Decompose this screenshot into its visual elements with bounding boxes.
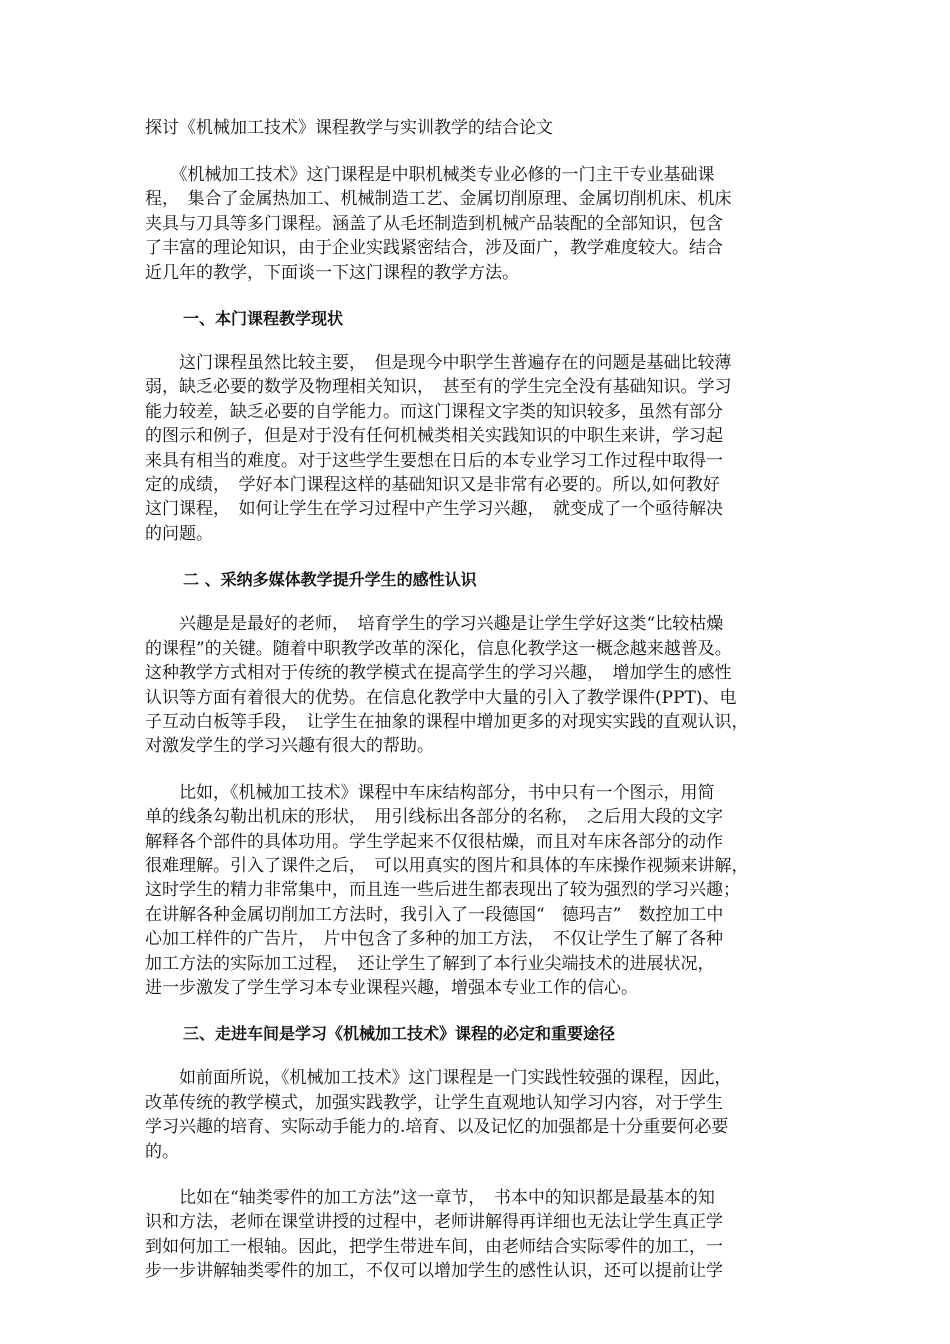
text-line: 如前面所说，《机械加工技术》这门课程是一门实践性较强的课程，因此， — [145, 1068, 732, 1089]
text-line: 的课程”的关键。随着中职教学改革的深化，信息化教学这一概念越来越普及。 — [145, 638, 732, 659]
text-line: 心加工样件的广告片， 片中包含了多种的加工方法， 不仅让学生了解了各种 — [145, 929, 723, 950]
section3-paragraph-1 — [145, 1066, 813, 1164]
text-line: 近几年的教学，下面谈一下这门课程的教学方法。 — [145, 262, 519, 283]
text-line: 单的线条勾勒出机床的形状， 用引线标出各部分的名称， 之后用大段的文字 — [145, 807, 723, 828]
text-line: 这门课程， 如何让学生在学习过程中产生学习兴趣， 就变成了一个亟待解决 — [145, 499, 723, 520]
text-line: 了丰富的理论知识，由于企业实践紧密结合，涉及面广，教学难度较大。结合 — [145, 238, 723, 259]
text-line: 能力较差，缺乏必要的自学能力。而这门课程文字类的知识较多，虽然有部分 — [145, 401, 723, 422]
text-line: 子互动白板等手段， 让学生在抽象的课程中增加更多的对现实实践的直观认识， — [145, 711, 749, 732]
text-line: 这门课程虽然比较主要， 但是现今中职学生普遍存在的问题是基础比较薄 — [145, 353, 732, 374]
intro-paragraph — [145, 163, 813, 285]
text-line: 比如在“轴类零件的加工方法”这一章节， 书本中的知识都是最基本的知 — [145, 1188, 715, 1208]
text-line: 兴趣是是最好的老师， 培育学生的学习兴趣是让学生学好这类“比较枯燥 — [145, 614, 724, 635]
text-line: 的问题。 — [145, 523, 213, 544]
section2-paragraph-1 — [145, 612, 813, 758]
text-line: 来具有相当的难度。对于这些学生要想在日后的本专业学习工作过程中取得一 — [145, 450, 723, 471]
text-line: 定的成绩， 学好本门课程这样的基础知识又是非常有必要的。所以,如何教好 — [145, 475, 720, 496]
section3-paragraph-2 — [145, 1186, 813, 1284]
section2-paragraph-2 — [145, 781, 813, 1001]
text-line: 这种教学方式相对于传统的教学模式在提高学生的学习兴趣， 增加学生的感性 — [145, 663, 732, 684]
text-line: 识和方法，老师在课堂讲授的过程中，老师讲解得再详细也无法让学生真正学 — [145, 1212, 723, 1233]
document-page — [145, 115, 813, 1284]
text-line: 认识等方面有着很大的优势。在信息化教学中大量的引入了教学课件(PPT)、电 — [145, 687, 737, 708]
text-line: 步一步讲解轴类零件的加工，不仅可以增加学生的感性认识，还可以提前让学 — [145, 1261, 723, 1282]
text-line: 夹具与刀具等多门课程。涵盖了从毛坯制造到机械产品装配的全部知识，包含 — [145, 213, 723, 234]
text-line: 很难理解。引入了课件之后， 可以用真实的图片和具体的车床操作视频来讲解， — [145, 855, 749, 876]
text-line: 对激发学生的学习兴趣有很大的帮助。 — [145, 736, 434, 757]
text-line: 到如何加工一根轴。因此，把学生带进车间，由老师结合实际零件的加工，一 — [145, 1236, 723, 1257]
text-line: 的图示和例子，但是对于没有任何机械类相关实践知识的中职生来讲，学习起 — [145, 426, 723, 447]
text-line: 解释各个部件的具体功用。学生学起来不仅很枯燥，而且对车床各部分的动作 — [145, 831, 723, 852]
text-line: 改革传统的教学模式，加强实践教学，让学生直观地认知学习内容，对于学生 — [145, 1092, 723, 1113]
text-line: 比如，《机械加工技术》课程中车床结构部分，书中只有一个图示，用简 — [145, 782, 715, 803]
section3-heading: 三、走进车间是学习《机械加工技术》课程的必定和重要途径 — [183, 1024, 616, 1044]
document-title: 探讨《机械加工技术》课程教学与实训教学的结合论文 — [145, 118, 553, 138]
text-line: 《机械加工技术》这门课程是中职机械类专业必修的一门主干专业基础课 — [145, 165, 715, 185]
text-line: 弱，缺乏必要的数学及物理相关知识， 甚至有的学生完全没有基础知识。学习 — [145, 377, 732, 398]
text-line: 这时学生的精力非常集中，而且连一些后进生都表现出了较为强烈的学习兴趣； — [145, 880, 740, 901]
text-line: 在讲解各种金属切削加工方法时，我引入了一段德国“ 德玛吉” 数控加工中 — [145, 904, 724, 925]
text-line: 程， 集合了金属热加工、机械制造工艺、金属切削原理、金属切削机床、机床 — [145, 189, 732, 210]
section2-heading: 二 、采纳多媒体教学提升学生的感性认识 — [183, 570, 477, 590]
section1-heading: 一、本门课程教学现状 — [183, 309, 344, 329]
text-line: 学习兴趣的培育、实际动手能力的.培育、以及记忆的加强都是十分重要何必要 — [145, 1117, 729, 1138]
text-line: 的。 — [145, 1141, 179, 1162]
text-line: 进一步激发了学生学习本专业课程兴趣，增强本专业工作的信心。 — [145, 977, 638, 998]
section1-paragraph — [145, 351, 813, 546]
text-line: 加工方法的实际加工过程， 还让学生了解到了本行业尖端技术的进展状况， — [145, 953, 715, 974]
